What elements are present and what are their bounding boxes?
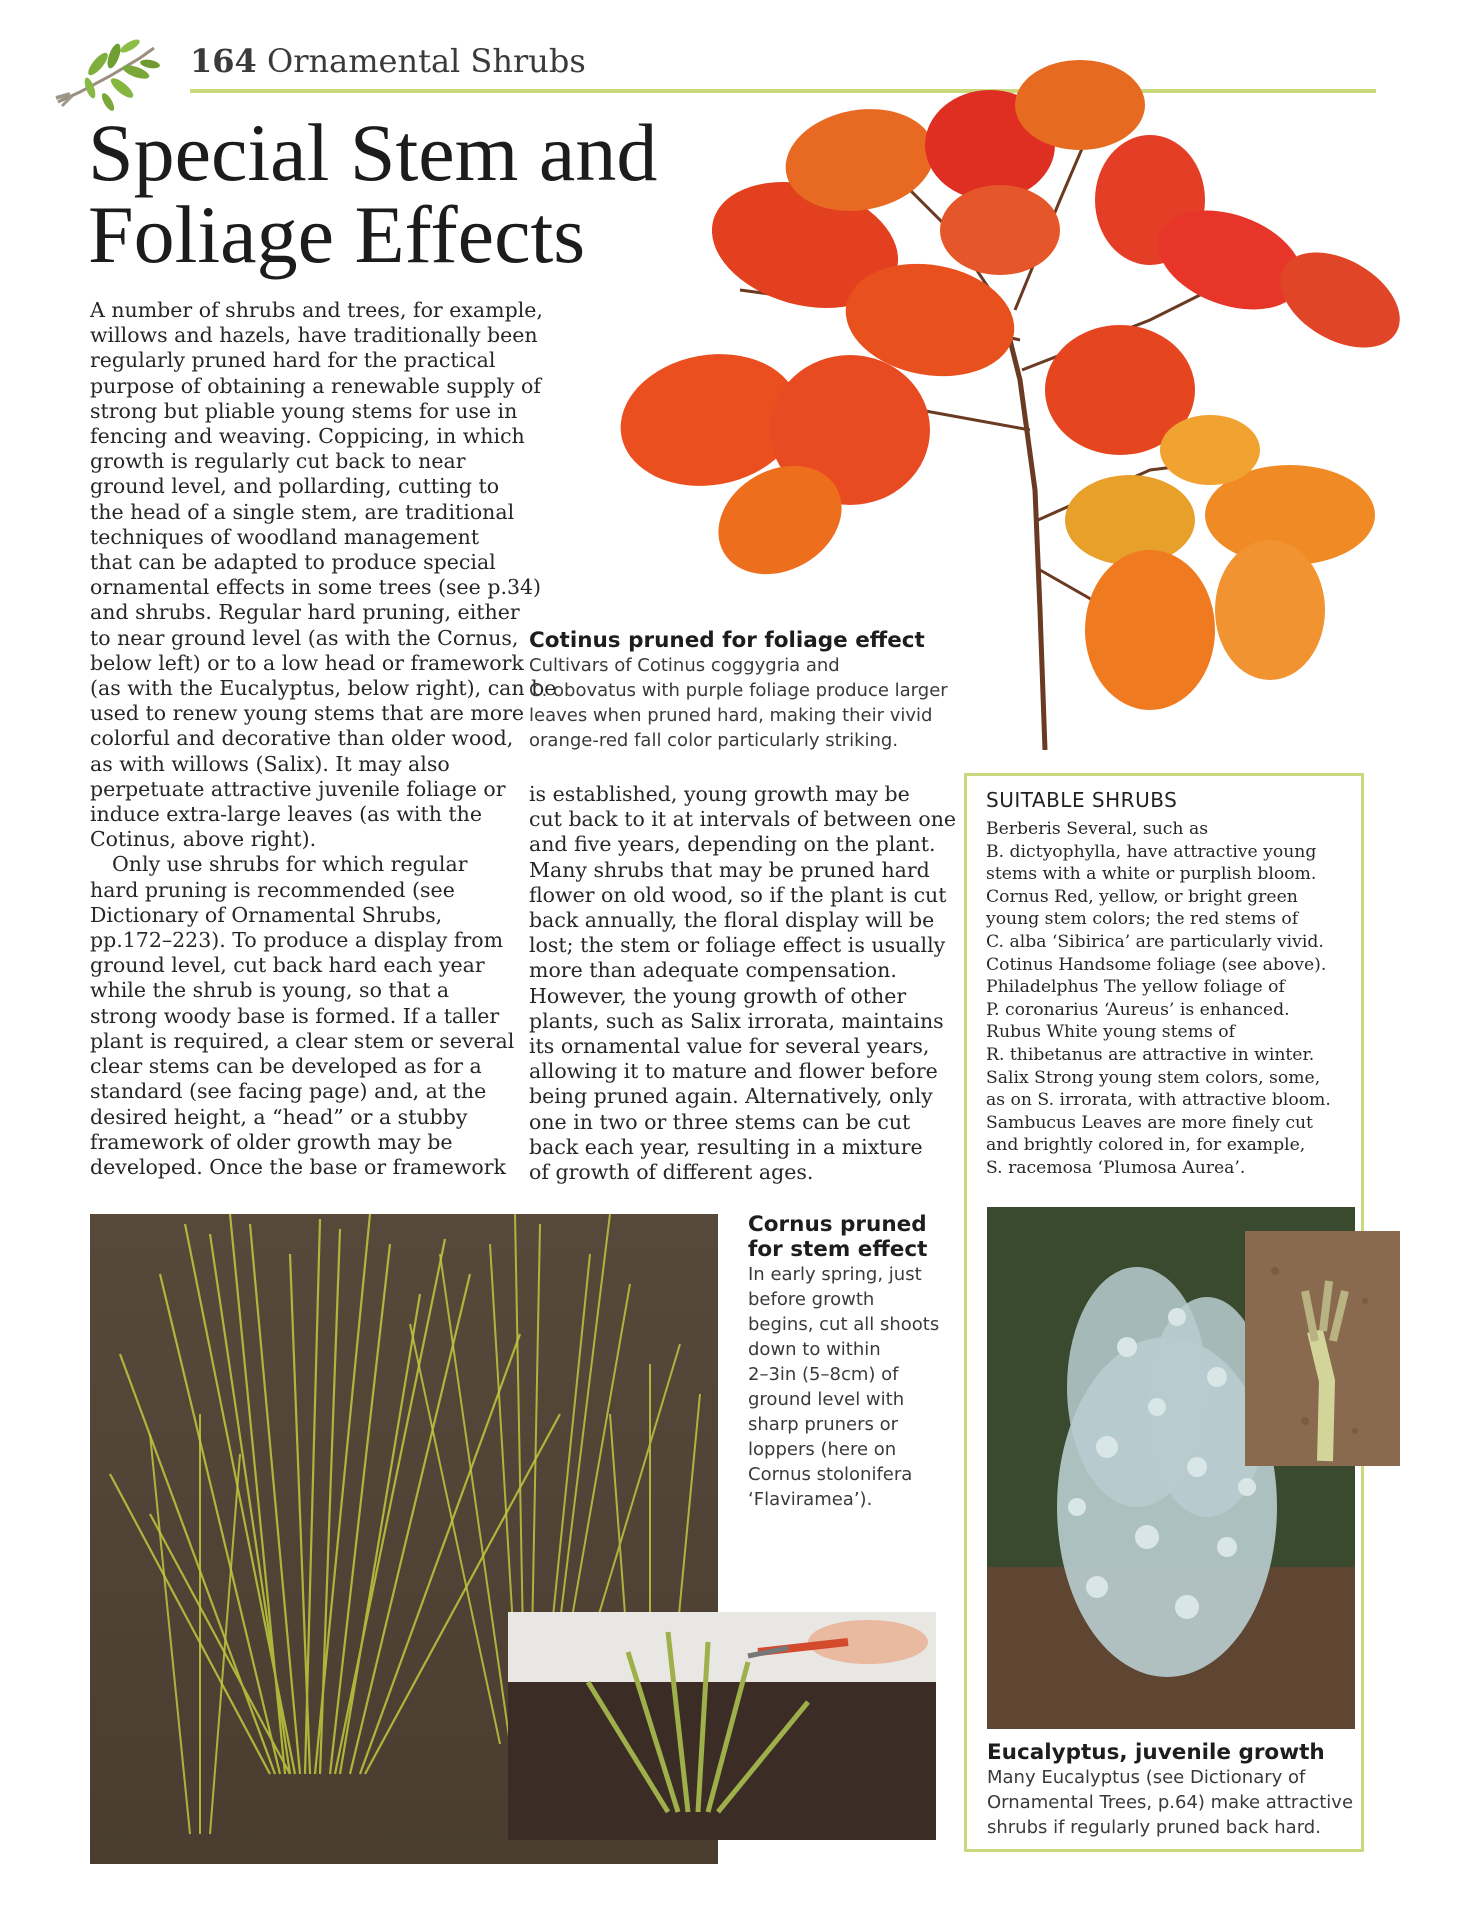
body-line: Only use shrubs for which regular	[112, 852, 468, 877]
cornus-caption	[748, 1212, 948, 1512]
body-line: flower on old wood, so if the plant is cut	[529, 882, 947, 907]
caption-line: Many Eucalyptus (see Dictionary of	[987, 1767, 1306, 1788]
body-line: and five years, depending on the plant.	[529, 832, 936, 857]
body-line: colorful and decorative than older wood,	[90, 726, 514, 751]
suitable-shrubs-heading: SUITABLE SHRUBS	[986, 788, 1178, 812]
body-line: lost; the stem or foliage effect is usually	[529, 933, 946, 958]
cornus-cut-inset-photo	[508, 1612, 936, 1840]
body-line: strong woody base is formed. If a taller	[90, 1003, 500, 1028]
suitable-line: young stem colors; the red stems of	[986, 909, 1299, 930]
body-line: (as with the Eucalyptus, below right), can be	[90, 676, 557, 701]
body-line: its ornamental value for several years,	[529, 1034, 930, 1059]
page-title-line: Special Stem and	[88, 107, 658, 198]
body-line: ground level, and pollarding, cutting to	[90, 474, 500, 499]
cotinus-caption	[529, 628, 949, 753]
body-line: induce extra-large leaves (as with the	[90, 802, 482, 827]
caption-line: orange-red fall color particularly striking.	[529, 730, 899, 751]
eucalyptus-caption	[987, 1740, 1357, 1840]
page-title-line: Foliage Effects	[88, 189, 586, 280]
suitable-line: Rubus White young stems of	[986, 1022, 1235, 1043]
cornus-caption-title: for stem effect	[748, 1237, 928, 1262]
body-line: However, the young growth of other	[529, 983, 907, 1008]
caption-line: In early spring, just	[748, 1264, 922, 1285]
body-line: A number of shrubs and trees, for example,	[90, 298, 543, 322]
caption-line: C. obovatus with purple foliage produce larger	[529, 680, 948, 701]
caption-line: Ornamental Trees, p.64) make attractive	[987, 1792, 1354, 1813]
suitable-line: Sambucus Leaves are more finely cut	[986, 1112, 1313, 1133]
caption-line: shrubs if regularly pruned back hard.	[987, 1817, 1321, 1838]
suitable-line: S. racemosa ‘Plumosa Aurea’.	[986, 1157, 1246, 1178]
body-line: standard (see facing page) and, at the	[90, 1079, 487, 1104]
suitable-line: Cotinus Handsome foliage (see above).	[986, 954, 1327, 975]
suitable-line: Cornus Red, yellow, or bright green	[986, 886, 1298, 907]
body-line: that can be adapted to produce special	[90, 550, 496, 575]
body-line: Cotinus, above right).	[90, 827, 317, 852]
body-line: desired height, a “head” or a stubby	[90, 1104, 468, 1129]
cornus-caption-title: Cornus pruned	[748, 1212, 927, 1237]
body-line: to near ground level (as with the Cornus,	[90, 625, 519, 650]
caption-line: before growth	[748, 1289, 875, 1310]
body-line: used to renew young stems that are more	[90, 701, 525, 726]
suitable-line: and brightly colored in, for example,	[986, 1135, 1306, 1156]
page-number: 164	[190, 42, 257, 80]
caption-line: down to within	[748, 1339, 881, 1360]
body-line: clear stems can be developed as for a	[90, 1054, 482, 1079]
suitable-line: stems with a white or purplish bloom.	[986, 864, 1317, 885]
section-name: Ornamental Shrubs	[266, 42, 586, 80]
page-title	[88, 107, 658, 280]
body-line: pp.172–223). To produce a display from	[90, 928, 504, 953]
caption-line: sharp pruners or	[748, 1414, 898, 1435]
body-line: Many shrubs that may be pruned hard	[529, 857, 930, 882]
body-line: hard pruning is recommended (see	[90, 877, 455, 902]
caption-line: leaves when pruned hard, making their vivid	[529, 705, 933, 726]
caption-line: ‘Flaviramea’).	[748, 1489, 873, 1510]
body-line: regularly pruned hard for the practical	[90, 348, 496, 373]
eucalyptus-caption-title: Eucalyptus, juvenile growth	[987, 1740, 1325, 1765]
suitable-line: Philadelphus The yellow foliage of	[986, 977, 1285, 998]
suitable-line: Berberis Several, such as	[986, 819, 1209, 839]
caption-line: loppers (here on	[748, 1439, 897, 1460]
body-line: while the shrub is young, so that a	[90, 978, 450, 1003]
suitable-shrubs-list	[986, 818, 1331, 1180]
suitable-line: B. dictyophylla, have attractive young	[986, 841, 1317, 862]
body-line: ground level, cut back hard each year	[90, 953, 485, 978]
body-line: below left) or to a low head or framework	[90, 650, 524, 675]
suitable-line: as on S. irrorata, with attractive bloom.	[986, 1090, 1331, 1111]
caption-line: 2–3in (5–8cm) of	[748, 1364, 899, 1385]
body-line: being pruned again. Alternatively, only	[529, 1084, 933, 1109]
body-line: allowing it to mature and flower before	[529, 1059, 938, 1084]
body-line: plants, such as Salix irrorata, maintains	[529, 1008, 944, 1033]
body-line: and shrubs. Regular hard pruning, either	[90, 600, 520, 625]
caption-line: begins, cut all shoots	[748, 1314, 940, 1335]
body-line: back annually, the floral display will be	[529, 908, 935, 933]
body-line: ornamental effects in some trees (see p.34)	[90, 575, 542, 600]
body-line: of growth of different ages.	[529, 1160, 814, 1185]
caption-line: Cultivars of Cotinus coggygria and	[529, 655, 840, 676]
body-line: developed. Once the base or framework	[90, 1154, 506, 1179]
body-line: one in two or three stems can be cut	[529, 1109, 911, 1134]
suitable-line: P. coronarius ‘Aureus’ is enhanced.	[986, 999, 1290, 1020]
body-line: purpose of obtaining a renewable supply of	[90, 373, 541, 398]
body-line: the head of a single stem, are traditional	[90, 499, 515, 524]
body-line: techniques of woodland management	[90, 524, 480, 549]
suitable-line: Salix Strong young stem colors, some,	[986, 1067, 1321, 1088]
body-line: strong but pliable young stems for use in	[90, 398, 518, 423]
body-column-1	[90, 298, 557, 1180]
suitable-line: C. alba ‘Sibirica’ are particularly vivid.	[986, 931, 1324, 952]
body-line: framework of older growth may be	[90, 1129, 453, 1154]
caption-line: Cornus stolonifera	[748, 1464, 913, 1485]
body-line: willows and hazels, have traditionally been	[90, 323, 538, 348]
caption-line: ground level with	[748, 1389, 905, 1410]
running-header	[190, 42, 586, 80]
body-line: perpetuate attractive juvenile foliage or	[90, 776, 506, 801]
body-line: growth is regularly cut back to near	[90, 449, 466, 474]
body-line: back each year, resulting in a mixture	[529, 1134, 923, 1159]
body-column-2	[529, 782, 957, 1185]
body-line: Dictionary of Ornamental Shrubs,	[90, 902, 443, 927]
body-line: as with willows (Salix). It may also	[90, 751, 450, 776]
eucalyptus-stump-inset-photo	[1245, 1231, 1400, 1466]
body-line: is established, young growth may be	[529, 782, 910, 806]
suitable-line: R. thibetanus are attractive in winter.	[986, 1044, 1315, 1065]
body-line: plant is required, a clear stem or several	[90, 1028, 515, 1053]
cotinus-caption-title: Cotinus pruned for foliage effect	[529, 628, 925, 653]
body-line: fencing and weaving. Coppicing, in which	[90, 424, 525, 449]
body-line: cut back to it at intervals of between one	[529, 807, 957, 832]
body-line: more than adequate compensation.	[529, 958, 897, 983]
